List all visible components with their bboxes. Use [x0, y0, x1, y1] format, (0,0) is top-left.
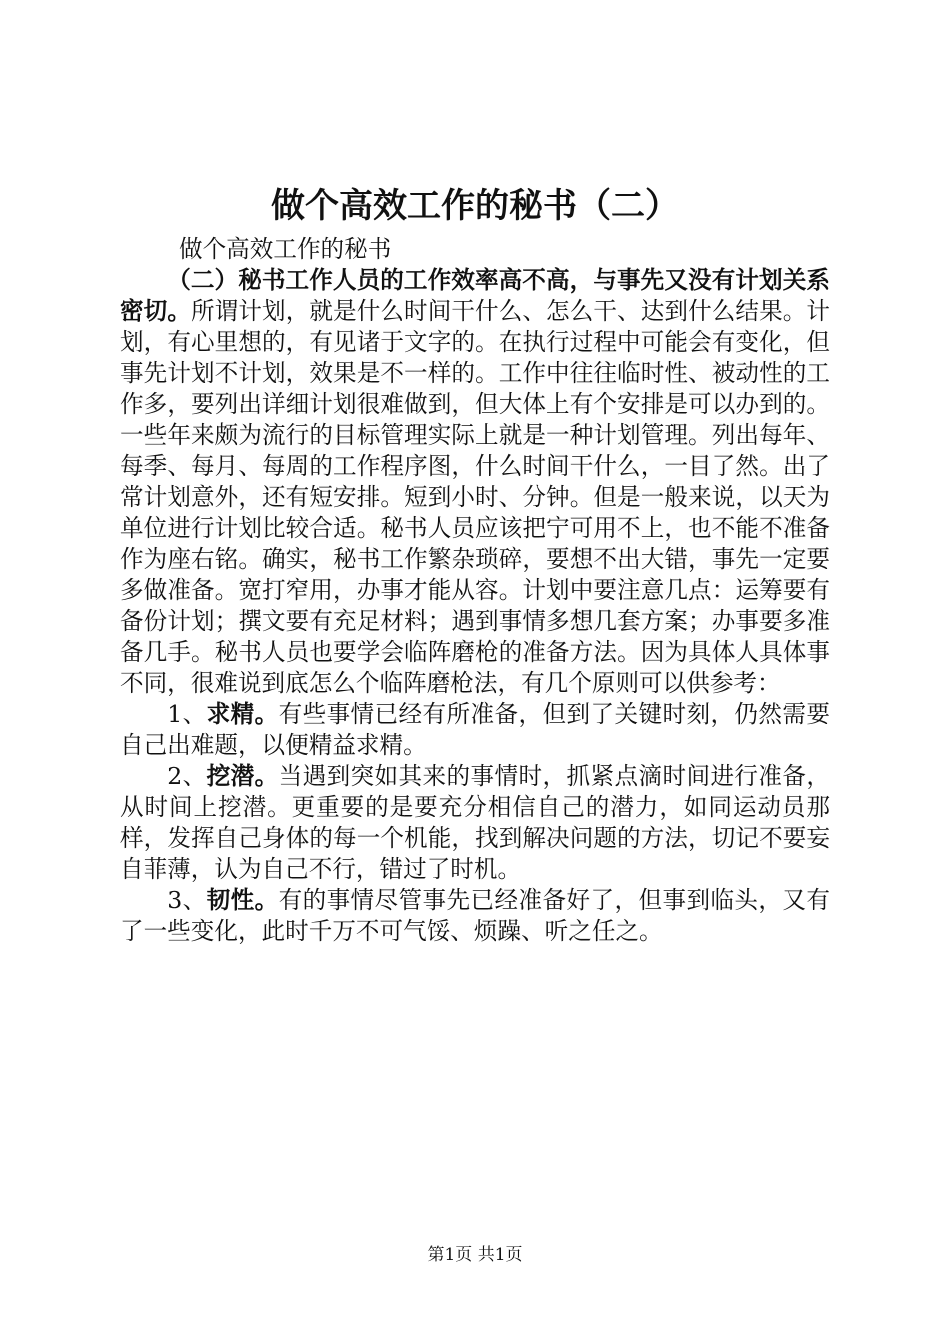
- point-text: 有些事情已经有所准备，但到了关键时刻，仍然需要自己出难题，以便精益求精。: [120, 700, 831, 759]
- point-number: 2、: [167, 762, 207, 790]
- point-heading: 韧性。: [206, 886, 279, 914]
- document-title: 做个高效工作的秘书（二）: [271, 186, 679, 226]
- paragraph-point-2: [120, 761, 830, 885]
- point-heading: 求精。: [206, 700, 279, 728]
- point-text: 有的事情尽管事先已经准备好了，但事到临头，又有了一些变化，此时千万不可气馁、烦躁、听之任之。: [120, 886, 831, 945]
- paragraph-lead: （二）秘书工作人员的工作效率高不高，与事先又没有计划关系密切。: [120, 266, 830, 325]
- paragraph-planning: [120, 265, 830, 699]
- point-number: 3、: [167, 886, 207, 914]
- document-body: [120, 234, 830, 947]
- document-subtitle: 做个高效工作的秘书: [179, 235, 392, 263]
- point-text: 当遇到突如其来的事情时，抓紧点滴时间进行准备，从时间上挖潜。更重要的是要充分相信自己的潜力，如同运动员那样，发挥自己身体的每一个机能，找到解决问题的方法，切记不要妄自菲薄，认为自己不行，错过了时机。: [120, 762, 831, 883]
- paragraph-point-3: [120, 885, 830, 947]
- page-footer: 第1页 共1页: [427, 1245, 523, 1265]
- paragraph-point-1: [120, 699, 830, 761]
- paragraph-text: 所谓计划，就是什么时间干什么、怎么干、达到什么结果。计划，有心里想的，有见诸于文字的。在执行过程中可能会有变化，但事先计划不计划，效果是不一样的。工作中往往临时性、被动性的工作多，要列出详细计划很难做到，但大体上有个安排是可以办到的。一些年来颇为流行的目标管理实际上就是一种计划管理。列出每年、每季、每月、每周的工作程序图，什么时间干什么，一目了然。出了常计划意外，还有短安排。短到小时、分钟。但是一般来说，以天为单位进行计划比较合适。秘书人员应该把宁可用不上，也不能不准备作为座右铭。确实，秘书工作繁杂琐碎，要想不出大错，事先一定要多做准备。宽打窄用，办事才能从容。计划中要注意几点：运筹要有备份计划；撰文要有充足材料；遇到事情多想几套方案；办事要多准备几手。秘书人员也要学会临阵磨枪的准备方法。因为具体人具体事不同，很难说到底怎么个临阵磨枪法，有几个原则可以供参考：: [120, 297, 831, 697]
- point-heading: 挖潜。: [206, 762, 279, 790]
- point-number: 1、: [167, 700, 207, 728]
